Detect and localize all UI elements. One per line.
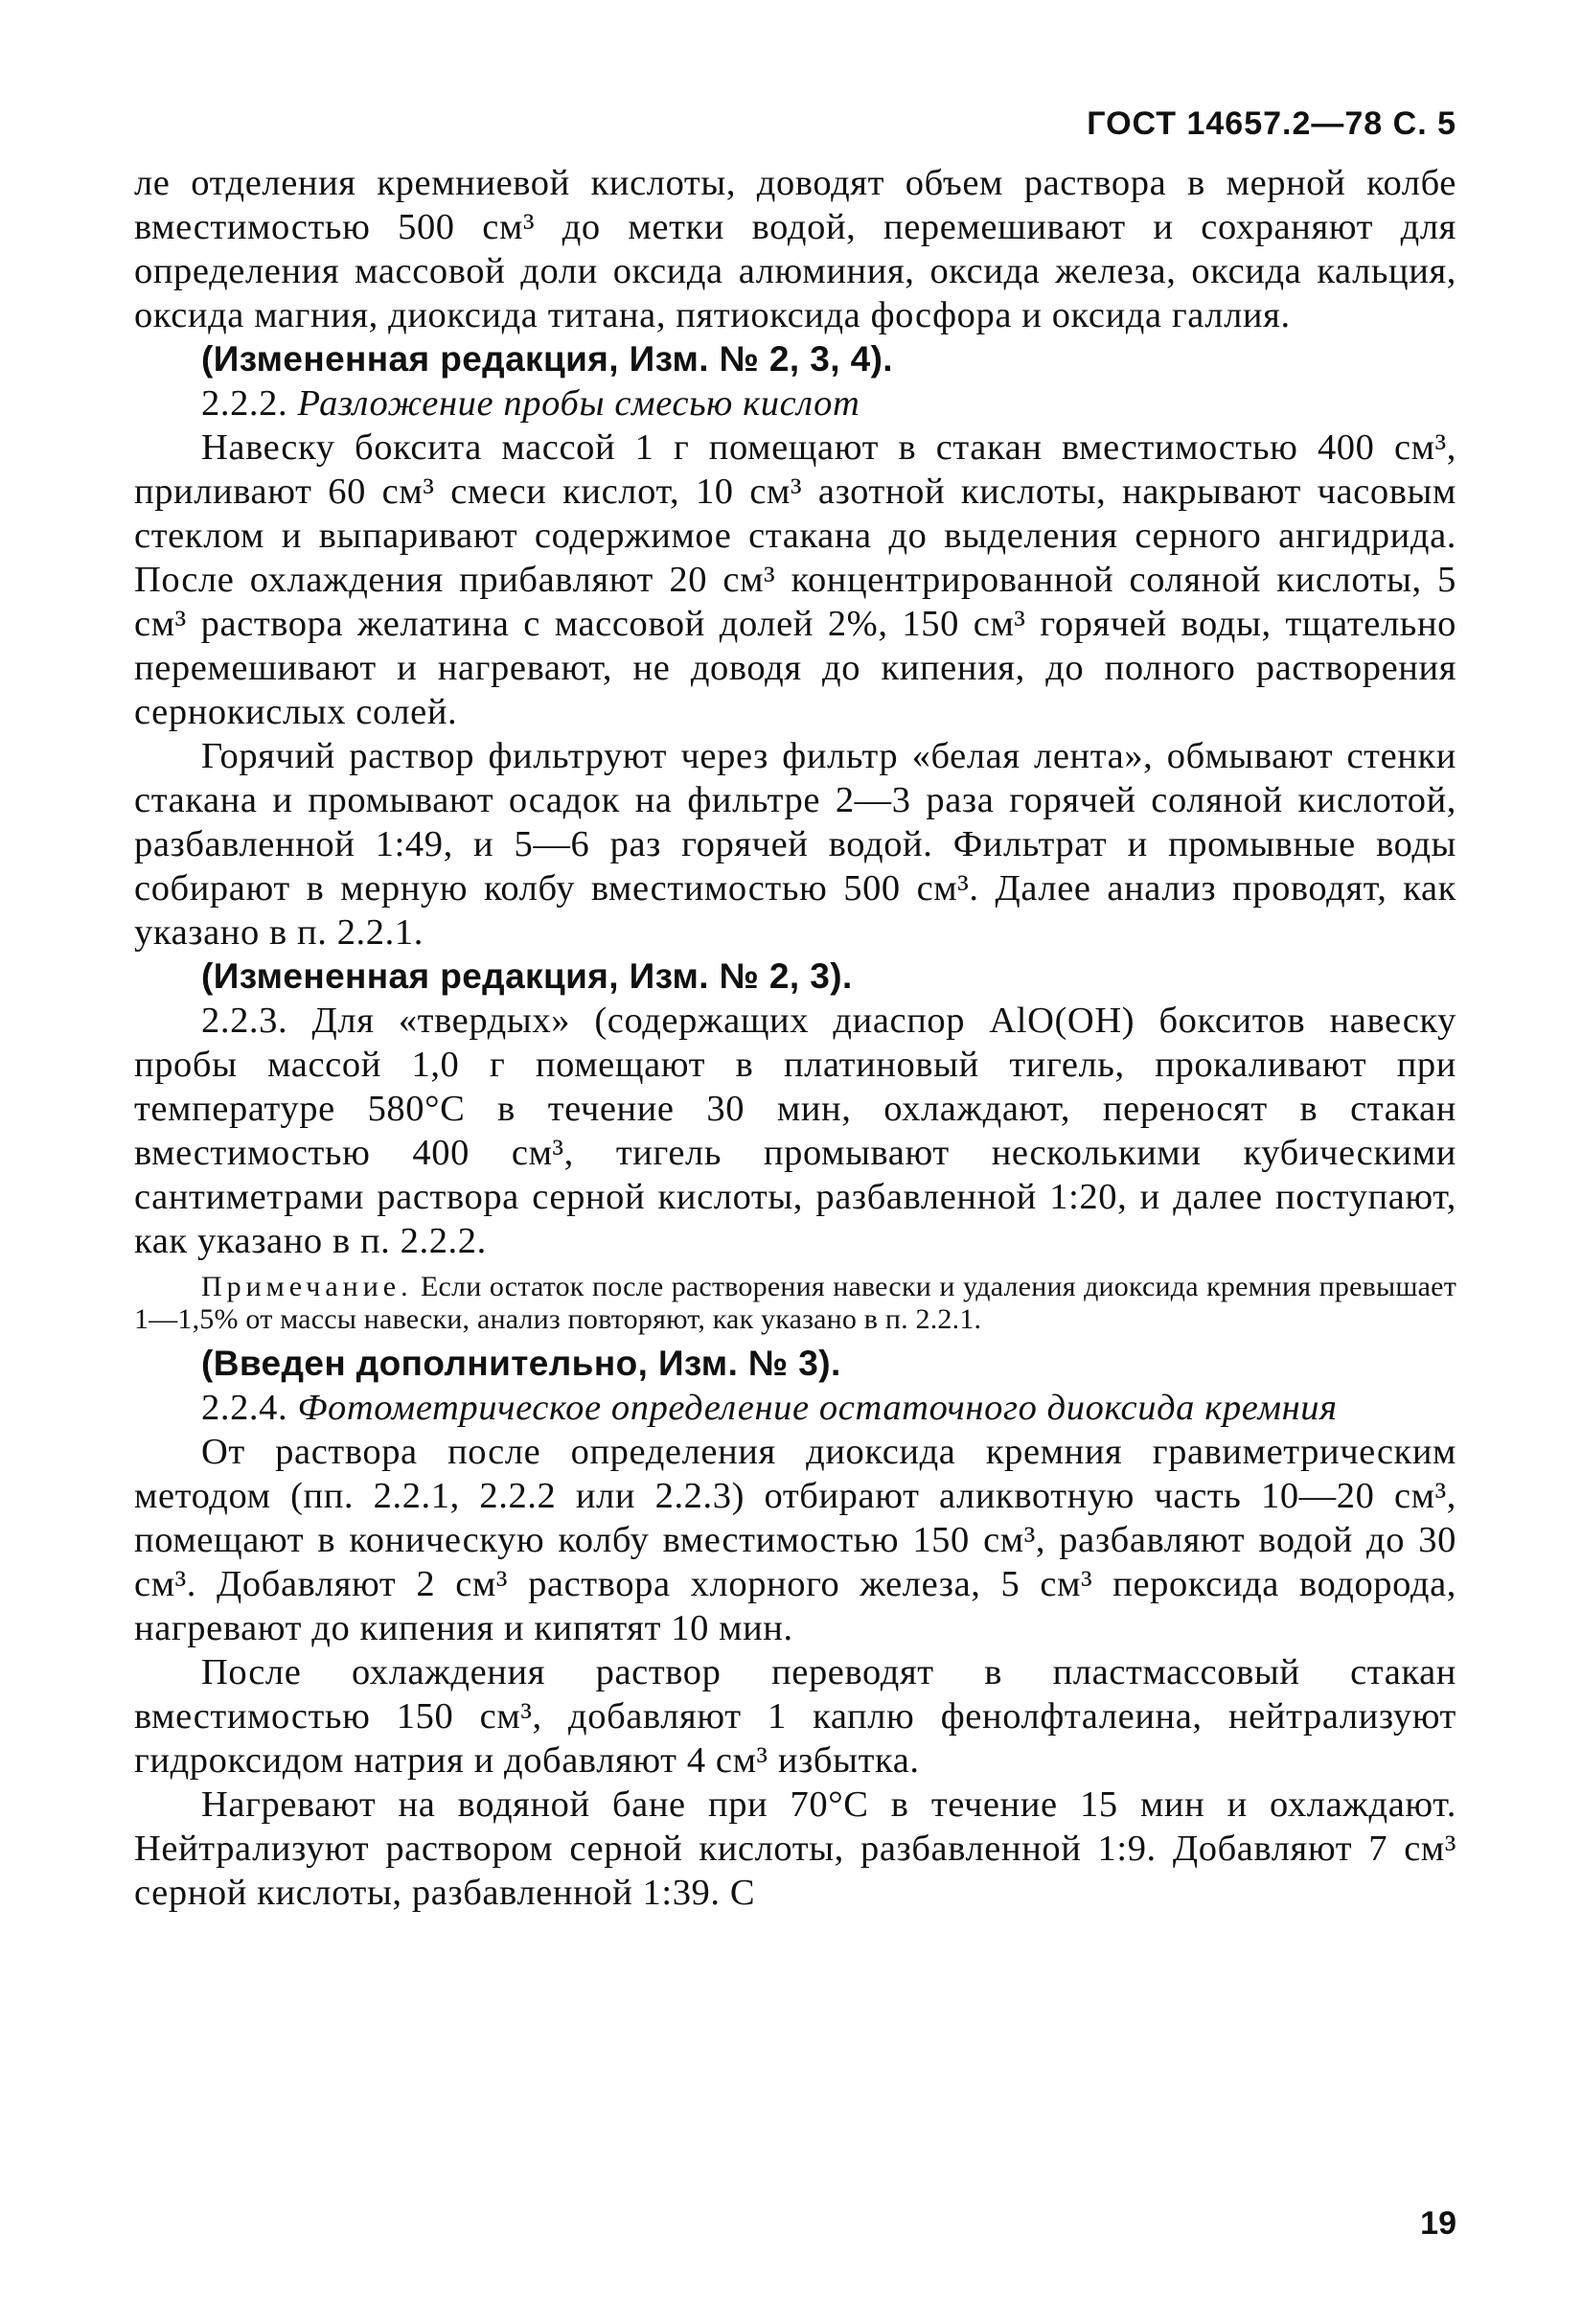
running-header: ГОСТ 14657.2—78 С. 5 [1087, 105, 1456, 142]
paragraph-hard-bauxites: 2.2.3. Для «твердых» (содержащих диаспор AlO(OH) бокситов навеску пробы массой 1,0 г помещают в платиновый тигель, прокаливают при температуре 580°С в течение 30 мин, охлаждают, переносят в стакан вместимостью 400 см³, тигель промывают несколькими кубическими сантиметрами раствора серной кислоты, разбавленной 1:20, и далее поступают, как указано в п. 2.2.2. [134, 1001, 1456, 1261]
paragraph-aliquot: От раствора после определения диоксида кремния гравиметрическим методом (пп. 2.2.1, 2.2.2 или 2.2.3) отбирают аликвотную часть 10—20 см³, помещают в коническую колбу вместимостью 150 см³, разбавляют водой до 30 см³. Добавляют 2 см³ раствора хлорного железа, 5 см³ пероксида водорода, нагревают до кипения и кипятят 10 мин. [134, 1432, 1456, 1648]
paragraph-continuation: ле отделения кремниевой кислоты, доводят объем раствора в мерной колбе вместимостью 500 см³ до метки водой, перемешивают и сохраняют для определения массовой доли оксида алюминия, оксида железа, оксида кальция, оксида магния, диоксида титана, пятиоксида фосфора и оксида галлия. [134, 163, 1456, 335]
section-title: Фотометрическое определение остаточного диоксида кремния [297, 1388, 1338, 1428]
section-title: Разложение пробы смесью кислот [297, 383, 860, 424]
amendment-note-1: (Измененная редакция, Изм. № 2, 3, 4). [201, 339, 893, 379]
note-text: Если остаток после растворения навески и удаления диоксида кремния превышает 1—1,5% от массы навески, анализ повторяют, как указано в п. 2.2.1. [134, 1271, 1457, 1335]
paragraph-neutralization: После охлаждения раствор переводят в пластмассовый стакан вместимостью 150 см³, добавляют 1 каплю фенолфталеина, нейтрализуют гидроксидом натрия и добавляют 4 см³ избытка. [134, 1652, 1456, 1781]
paragraph-sample-decomposition: Навеску боксита массой 1 г помещают в стакан вместимостью 400 см³, приливают 60 см³ смеси кислот, 10 см³ азотной кислоты, накрывают часовым стеклом и выпаривают содержимое стакана до выделения серного ангидрида. После охлаждения прибавляют 20 см³ концентрированной соляной кислоты, 5 см³ раствора желатина с массовой долей 2%, 150 см³ горячей воды, тщательно перемешивают и нагревают, не доводя до кипения, до полного растворения сернокислых солей. [134, 427, 1456, 732]
section-number: 2.2.2. [201, 383, 288, 424]
amendment-note-2: (Измененная редакция, Изм. № 2, 3). [201, 956, 853, 996]
note-block [134, 1271, 1456, 1336]
section-number: 2.2.4. [201, 1388, 288, 1428]
document-page [134, 105, 1456, 2243]
note-label: Примечание. [201, 1271, 413, 1302]
section-heading-2-2-2 [134, 381, 1456, 426]
amendment-note-3: (Введен дополнительно, Изм. № 3). [201, 1344, 841, 1383]
paragraph-heating: Нагревают на водяной бане при 70°С в течение 15 мин и охлаждают. Нейтрализуют раствором серной кислоты, разбавленной 1:9. Добавляют 7 см³ серной кислоты, разбавленной 1:39. С [134, 1784, 1456, 1913]
body-text [134, 161, 1456, 1915]
section-heading-2-2-4 [134, 1386, 1456, 1430]
paragraph-filtration: Горячий раствор фильтруют через фильтр «белая лента», обмывают стенки стакана и промывают осадок на фильтре 2—3 раза горячей соляной кислотой, разбавленной 1:49, и 5—6 раз горячей водой. Фильтрат и промывные воды собирают в мерную колбу вместимостью 500 см³. Далее анализ проводят, как указано в п. 2.2.1. [134, 736, 1456, 953]
page-number: 19 [1420, 2205, 1456, 2242]
